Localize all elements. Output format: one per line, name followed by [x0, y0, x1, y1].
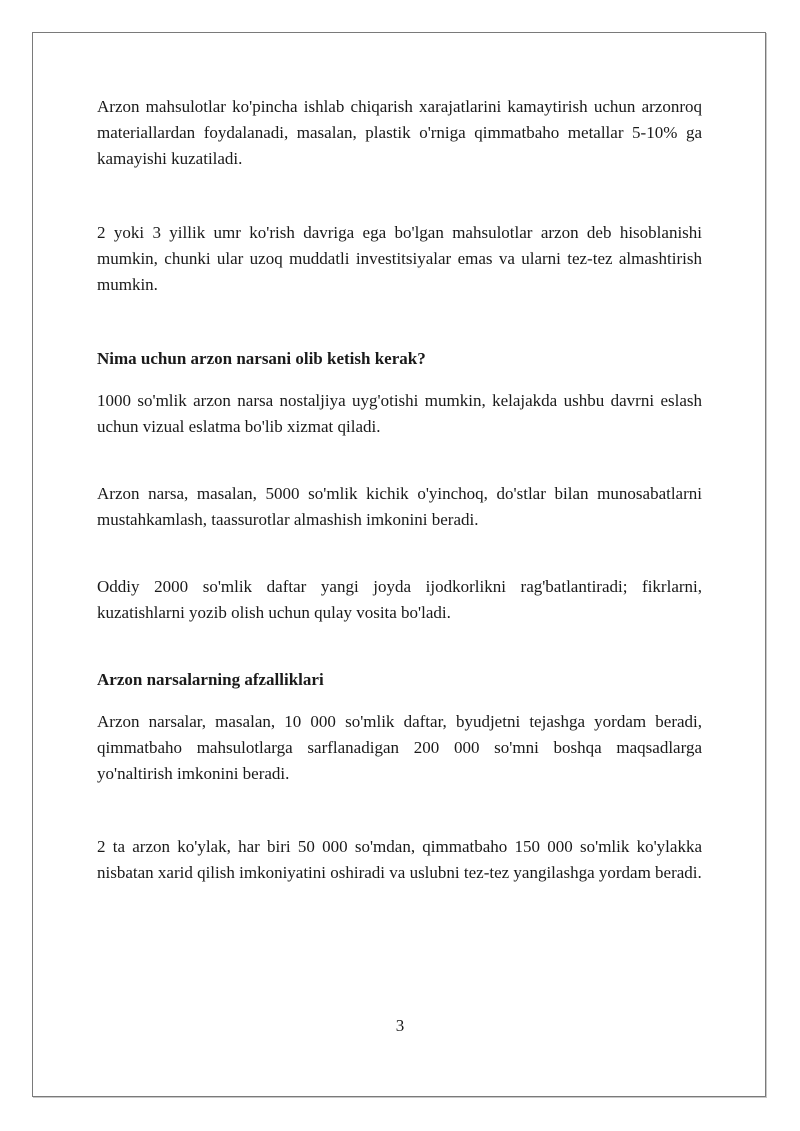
paragraph-2: 2 yoki 3 yillik umr ko'rish davriga ega bo'lgan mahsulotlar arzon deb hisoblanishi mumkin, chunki ular uzoq muddatli investitsiyalar emas va ularni tez-tez almashtirish mumkin. [97, 223, 702, 294]
page-number: 3 [395, 1016, 405, 1035]
paragraph-5: Oddiy 2000 so'mlik daftar yangi joyda ijodkorlikni rag'batlantiradi; fikrlarni, kuzatishlarni yozib olish uchun qulay vosita bo'ladi. [97, 577, 702, 622]
paragraph-6: Arzon narsalar, masalan, 10 000 so'mlik daftar, byudjetni tejashga yordam beradi, qimmatbaho mahsulotlarga sarflanadigan 200 000 so'mni boshqa maqsadlarga yo'naltirish imkonini beradi. [97, 712, 702, 783]
section-heading-1: Nima uchun arzon narsani olib ketish kerak? [97, 349, 426, 368]
paragraph-3: 1000 so'mlik arzon narsa nostaljiya uyg'otishi mumkin, kelajakda ushbu davrni eslash uchun vizual eslatma bo'lib xizmat qiladi. [97, 391, 702, 436]
document-body [97, 94, 702, 886]
section-heading-2: Arzon narsalarning afzalliklari [97, 670, 324, 689]
paragraph-1: Arzon mahsulotlar ko'pincha ishlab chiqarish xarajatlarini kamaytirish uchun arzonroq materiallardan foydalanadi, masalan, plastik o'rniga qimmatbaho metallar 5-10% ga kamayishi kuzatiladi. [97, 97, 702, 168]
paragraph-7: 2 ta arzon ko'ylak, har biri 50 000 so'mdan, qimmatbaho 150 000 so'mlik ko'ylakka nisbatan xarid qilish imkoniyatini oshiradi va uslubni tez-tez yangilashga yordam beradi. [97, 837, 702, 882]
paragraph-4: Arzon narsa, masalan, 5000 so'mlik kichik o'yinchoq, do'stlar bilan munosabatlarni mustahkamlash, taassurotlar almashish imkonini beradi. [97, 484, 702, 529]
